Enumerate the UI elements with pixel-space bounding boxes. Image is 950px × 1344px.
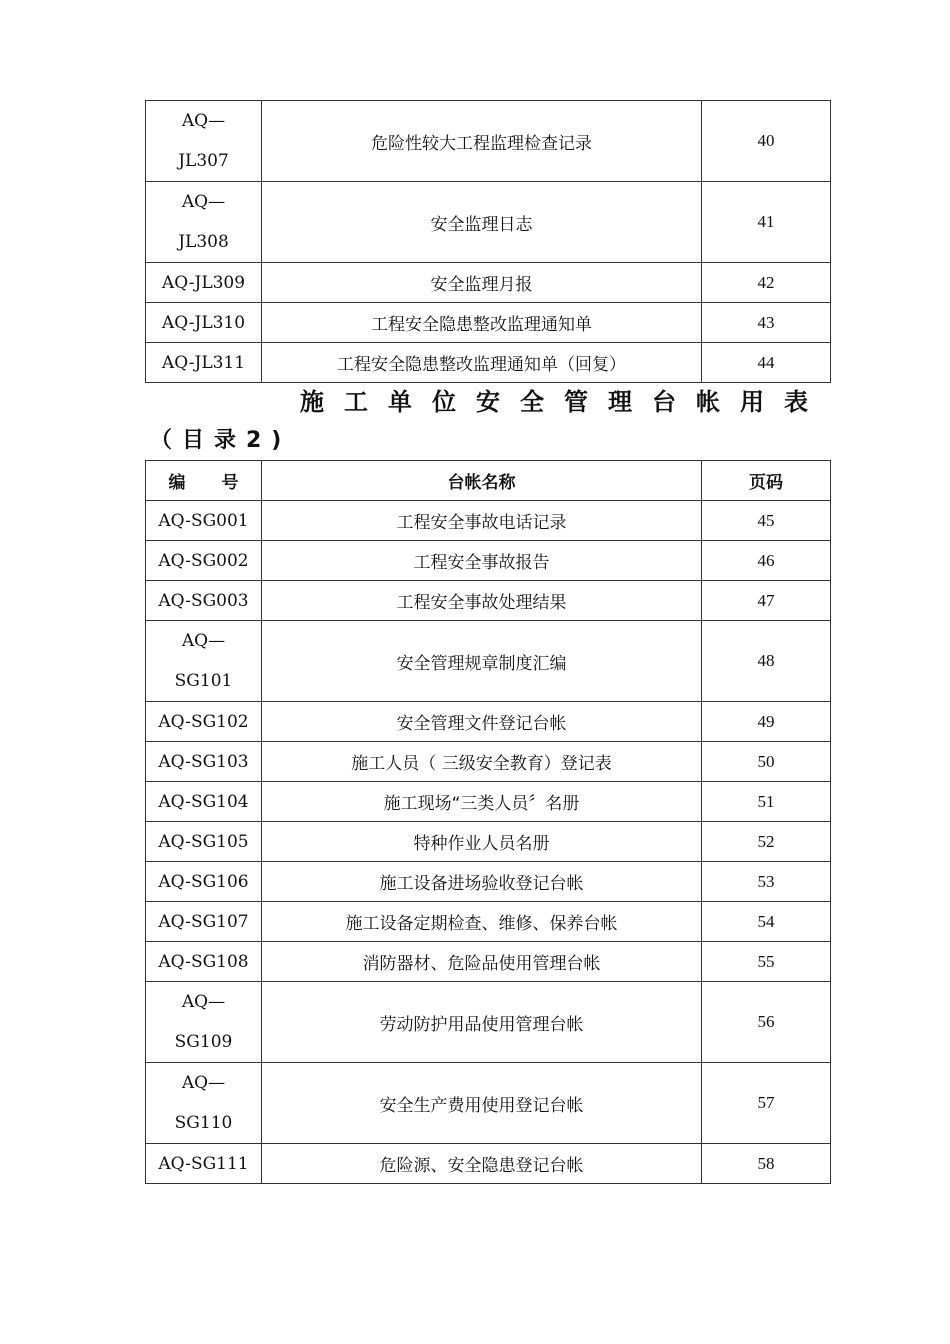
- form-code: AQ-SG003: [146, 581, 262, 621]
- form-code: AQ-SG103: [146, 742, 262, 782]
- form-code: AQ-SG104: [146, 782, 262, 822]
- ledger-name: 安全生产费用使用登记台帐: [262, 1063, 702, 1144]
- table-row: [146, 581, 831, 621]
- table-row: [146, 782, 831, 822]
- ledger-name: 施工设备定期检查、维修、保养台帐: [262, 902, 702, 942]
- table-row: [146, 902, 831, 942]
- form-code: [146, 982, 262, 1063]
- form-code: [146, 621, 262, 702]
- page-number: 57: [702, 1063, 831, 1144]
- table-header-row: [146, 461, 831, 501]
- ledger-name: 工程安全隐患整改监理通知单: [262, 303, 702, 343]
- page-number: 40: [702, 101, 831, 182]
- table-row: [146, 343, 831, 383]
- form-code: AQ-JL310: [146, 303, 262, 343]
- page-number: 49: [702, 702, 831, 742]
- ledger-name: 施工人员（ 三级安全教育）登记表: [262, 742, 702, 782]
- form-code: AQ-JL309: [146, 263, 262, 303]
- table-row: [146, 862, 831, 902]
- form-code: AQ-SG102: [146, 702, 262, 742]
- header-code: [146, 461, 275, 501]
- form-code-number: JL307: [178, 151, 229, 171]
- page-number: 46: [702, 541, 831, 581]
- table-row: [146, 541, 831, 581]
- form-code-prefix: AQ—: [181, 992, 226, 1012]
- form-code: AQ-SG105: [146, 822, 262, 862]
- form-code: AQ-SG108: [146, 942, 262, 982]
- form-code-prefix: AQ—: [181, 1073, 226, 1093]
- form-code: [146, 101, 262, 182]
- page-number: 50: [702, 742, 831, 782]
- form-code-number: JL308: [178, 232, 229, 252]
- ledger-name: 危险性较大工程监理检查记录: [262, 101, 702, 182]
- page-number: 47: [702, 581, 831, 621]
- page-number: 42: [702, 263, 831, 303]
- form-code-prefix: AQ—: [181, 192, 226, 212]
- page-number: 52: [702, 822, 831, 862]
- form-code: AQ-SG106: [146, 862, 262, 902]
- page-number: 54: [702, 902, 831, 942]
- header-code-label: 编号: [168, 473, 275, 493]
- contractor-ledger-table: [145, 460, 831, 1184]
- section-subtitle: （目录2): [150, 428, 292, 453]
- section-title: 施工单位安全管理台帐用表: [300, 388, 828, 416]
- page-number: 43: [702, 303, 831, 343]
- ledger-name: 工程安全事故报告: [262, 541, 702, 581]
- ledger-name: 安全监理月报: [262, 263, 702, 303]
- table-row: [146, 303, 831, 343]
- supervision-ledger-table: [145, 100, 831, 383]
- page-number: 41: [702, 182, 831, 263]
- form-code: AQ-SG002: [146, 541, 262, 581]
- page-number: 56: [702, 982, 831, 1063]
- table-row: [146, 1063, 831, 1144]
- table-row: [146, 982, 831, 1063]
- ledger-name: 安全管理规章制度汇编: [262, 621, 702, 702]
- form-code: [146, 182, 262, 263]
- form-code-prefix: AQ—: [181, 111, 226, 131]
- page-number: 55: [702, 942, 831, 982]
- table-row: [146, 182, 831, 263]
- form-code: [146, 1063, 262, 1144]
- page-number: 58: [702, 1144, 831, 1184]
- table-row: [146, 501, 831, 541]
- form-code: AQ-JL311: [146, 343, 262, 383]
- form-code-number: SG110: [174, 1113, 233, 1133]
- table-row: [146, 822, 831, 862]
- ledger-name: 消防器材、危险品使用管理台帐: [262, 942, 702, 982]
- table-row: [146, 702, 831, 742]
- form-code: AQ-SG001: [146, 501, 262, 541]
- form-code-prefix: AQ—: [181, 631, 226, 651]
- header-page: 页码: [702, 461, 831, 501]
- page-number: 44: [702, 343, 831, 383]
- table-row: [146, 742, 831, 782]
- ledger-name: 工程安全事故电话记录: [262, 501, 702, 541]
- table-row: [146, 1144, 831, 1184]
- table-row: [146, 101, 831, 182]
- ledger-name: 劳动防护用品使用管理台帐: [262, 982, 702, 1063]
- table-row: [146, 942, 831, 982]
- page-number: 45: [702, 501, 831, 541]
- ledger-name: 危险源、安全隐患登记台帐: [262, 1144, 702, 1184]
- ledger-name: 工程安全事故处理结果: [262, 581, 702, 621]
- page-number: 53: [702, 862, 831, 902]
- ledger-name: 安全管理文件登记台帐: [262, 702, 702, 742]
- form-code-number: SG109: [174, 1032, 233, 1052]
- table-row: [146, 621, 831, 702]
- header-name: 台帐名称: [262, 461, 702, 501]
- ledger-name: 特种作业人员名册: [262, 822, 702, 862]
- form-code-number: SG101: [174, 671, 233, 691]
- ledger-name: 施工现场“三类人员〞名册: [262, 782, 702, 822]
- page-number: 51: [702, 782, 831, 822]
- form-code: AQ-SG111: [146, 1144, 262, 1184]
- form-code: AQ-SG107: [146, 902, 262, 942]
- table-row: [146, 263, 831, 303]
- ledger-name: 施工设备进场验收登记台帐: [262, 862, 702, 902]
- ledger-name: 安全监理日志: [262, 182, 702, 263]
- page-number: 48: [702, 621, 831, 702]
- ledger-name: 工程安全隐患整改监理通知单（回复）: [262, 343, 702, 383]
